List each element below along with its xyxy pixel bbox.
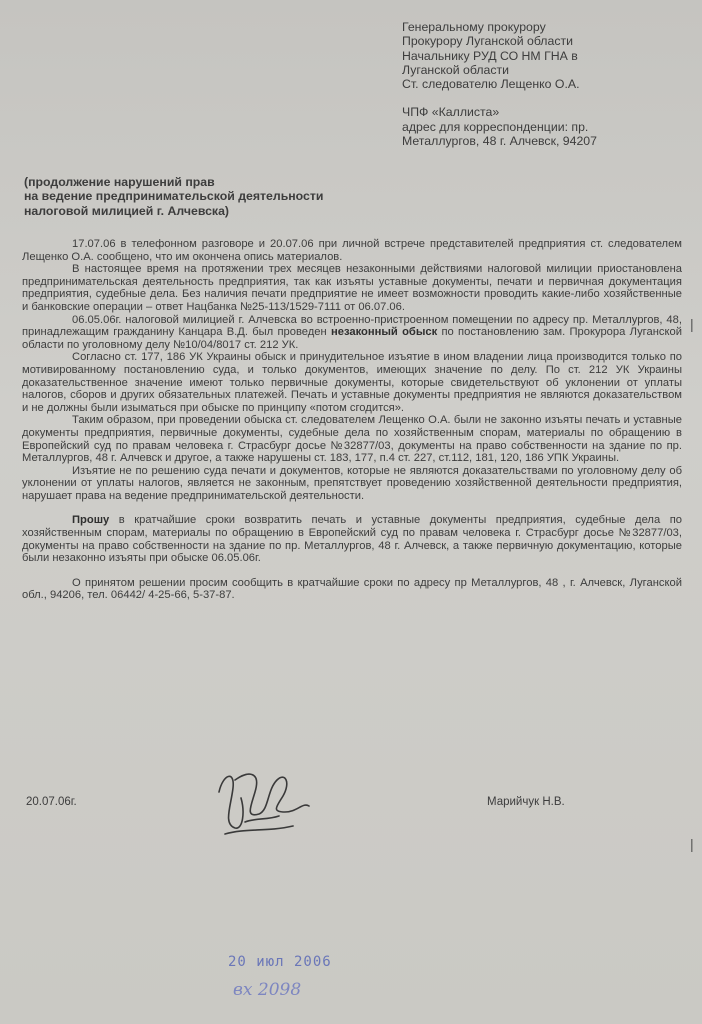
p7-text: в кратчайшие сроки возвратить печать и уставные документы предприятия, судебные дела по хозяйственным спорам, материалы по обращению в Европейский суд по правам человека г. Страсбург досье №32877/03, документы на право собственности на здание по пр. Металлургов, 48 г. Алчевск, а также первичную документацию, которые были незаконно изъяты при обыске 06.05.06г. [22,514,682,565]
incoming-number: вх 2098 [233,980,302,1000]
heading-line: на ведение предпринимательской деятельности [24,189,324,204]
addressee-line: Прокурору Луганской области [402,34,573,49]
paragraph-4: Согласно ст. 177, 186 УК Украины обыск и принудительное изъятие в ином владении лица производится только по мотивированному постановлению суда, и только документов, имеющих значение по делу. По ст. 212 УК Украины доказательственное значение имеют только первичные документы, которые свидетельствуют об уклонении от уплаты налогов, сборов и других обязательных платежей. Печать и уставные документы предприятия не являются доказательством и не должны были изыматься при обыске по принципу «потом сгодится». [22,351,682,414]
paragraph-6: Изъятие не по решению суда печати и документов, которые не являются доказательствами по уголовному делу об уклонении от уплаты налогов, является не законным, препятствует проведению хозяйственной деятельности предприятия, нарушает права на ведение предпринимательской деятельности. [22,464,682,502]
paragraph-5: Таким образом, при проведении обыска ст. следователем Лещенко О.А. были не законно изъяты печать и уставные документы предприятия, первичные документы, судебные дела по хозяйственным спорам, материалы по обращению в Европейский суд по правам человека г. Страсбург досье №32877/03, документы на право собственности на здание по пр. Металлургов, 48 г. Алчевск и другое, а также нарушены ст. 183, 177, п.4 ст. 227, ст.112, 181, 120, 186 УПК Украины. [22,414,682,465]
edge-mark: | [690,836,694,852]
p3-text: 06.05.06г. налоговой милицией г. Алчевска во встроенно-пристроенном помещении по адресу пр. Металлургов, 48, принадлежащим гражданину Канцара В.Д. был проведен [22,313,682,339]
heading-line: (продолжение нарушений прав [24,175,215,189]
paragraph-7 [22,514,682,564]
sender-line: адрес для корреспонденции: пр. [402,119,589,134]
p3-bold: незаконный обыск [330,326,438,339]
paragraph-2: В настоящее время на протяжении трех месяцев незаконными действиями налоговой милиции приостановлена предпринимательская деятельность предприятия, так как изъяты уставные документы, печати и первичная документация предприятия, судебные дела. Без наличия печати предприятие не имеет возможности проводить какие-либо хозяйственные и банковские операции – ответ Нацбанка №25-113/1529-7111 от 06.07.06. [22,263,682,313]
received-stamp-date: 20 июл 2006 [228,954,332,970]
signer-name: Марийчук Н.В. [487,796,565,808]
addressee-line: Луганской области [402,62,509,77]
paragraph-8: О принятом решении просим сообщить в кратчайшие сроки по адресу пр Металлургов, 48 , г. Алчевск, Луганской обл., 94206, тел. 06442/ 4-25-66, 5-37-87. [22,576,682,602]
document-body [22,238,682,602]
edge-mark: | [690,316,694,332]
sender-line: ЧПФ «Каллиста» [402,105,500,120]
addressee-line: Генеральному прокурору [402,20,546,34]
request-word: Прошу [72,514,110,527]
document-date: 20.07.06г. [26,796,77,808]
heading-line: налоговой милицией г. Алчевска) [24,203,230,218]
addressee-block [402,20,692,148]
paragraph-1: 17.07.06 в телефонном разговоре и 20.07.06 при личной встрече представителей предприятия ст. следователем Лещенко О.А. сообщено, что им окончена опись материалов. [22,238,682,263]
document-heading [24,175,424,218]
addressee-line: Ст. следователю Лещенко О.А. [402,77,580,92]
sender-line: Металлургов, 48 г. Алчевск, 94207 [402,134,597,149]
addressee-line: Начальнику РУД СО НМ ГНА в [402,48,578,63]
signature [205,762,315,842]
p3-text-end: по постановлению зам. Прокурора Луганской области по уголовному делу №10/04/8017 ст. 212 УК. [22,326,682,351]
paragraph-3 [22,314,682,352]
